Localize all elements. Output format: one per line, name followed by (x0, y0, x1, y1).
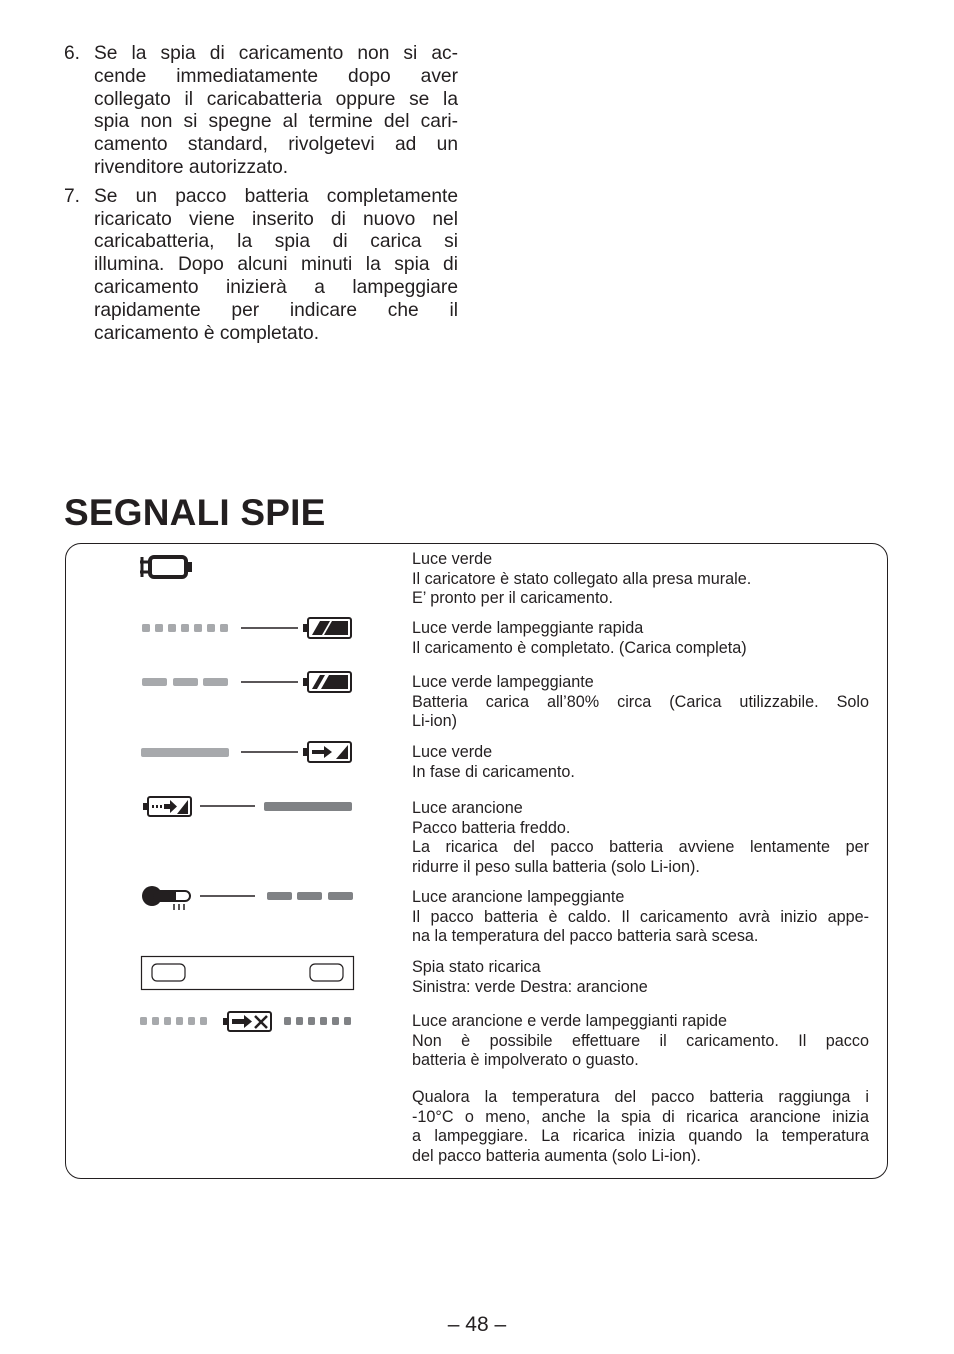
signal-title: Luce verde lampeggiante rapida (412, 619, 644, 637)
signal-description (412, 619, 869, 658)
signal-description (412, 888, 869, 947)
signal-text: Li-ion) (412, 712, 457, 730)
signal-text: na la temperatura del pacco batteria sarà scesa. (412, 927, 759, 945)
signal-description (412, 1012, 869, 1071)
signal-text: La ricarica del pacco batteria avviene lentamente per (412, 838, 869, 856)
list-item-line: illumina. Dopo alcuni minuti la spia di (94, 254, 458, 276)
signal-text: ridurre il peso sulla batteria (solo Li-ion). (412, 857, 700, 876)
signal-text: Il caricamento è completato. (Carica completa) (412, 638, 747, 657)
signal-description (412, 673, 869, 732)
list-item-line: Se un pacco batteria completamente (94, 185, 458, 207)
signal-description (412, 799, 869, 877)
cold-temperature-note (412, 1088, 869, 1166)
list-item-number: 7. (64, 185, 81, 207)
note-text: Qualora la temperatura del pacco batteria raggiunga i (412, 1088, 869, 1106)
signal-title: Luce arancione lampeggiante (412, 888, 625, 906)
cold-battery-icon (140, 794, 356, 820)
signal-text: Batteria carica all’80% circa (Carica utilizzabile. Solo (412, 692, 869, 711)
list-item-line: rivenditore autorizzato. (94, 156, 289, 178)
list-item-line: caricamento inizierà a lampeggiare (94, 276, 458, 298)
list-item-line: camento standard, rivolgetevi ad un (94, 134, 458, 156)
section-heading: SEGNALI SPIE (64, 492, 326, 533)
error-battery-icon (138, 1008, 358, 1036)
list-item (64, 186, 458, 346)
signal-text: E’ pronto per il caricamento. (412, 589, 613, 607)
note-text: a lampeggiare. La ricarica inizia quando la temperatura (412, 1127, 869, 1145)
blink-full-battery-icon (140, 670, 356, 696)
signal-title: Luce arancione e verde lampeggianti rapide (412, 1012, 727, 1030)
list-item (64, 43, 458, 180)
list-item-line: ricaricato viene inserito di nuovo nel (94, 208, 458, 230)
signal-text: Non è possibile effettuare il caricamento. Il pacco (412, 1031, 869, 1050)
signal-text: Il caricatore è stato collegato alla presa murale. (412, 569, 752, 588)
list-item-number: 6. (64, 43, 81, 64)
signal-description (412, 550, 869, 609)
signal-text: Il pacco batteria è caldo. Il caricamento avrà inizio appe- (412, 907, 869, 926)
signal-title: Luce arancione (412, 799, 523, 817)
signal-title: Luce verde (412, 550, 493, 568)
list-item-line: caricabatteria, la spia di carica si (94, 231, 458, 253)
status-lamps-icon (140, 955, 356, 993)
note-text: -10°C o meno, anche la spia di ricarica arancione inizia (412, 1107, 869, 1126)
plug-charger-icon (138, 552, 198, 584)
note-text: del pacco batteria aumenta (solo Li-ion). (412, 1146, 701, 1165)
signal-text: Pacco batteria freddo. (412, 818, 571, 837)
rapid-blink-full-battery-icon (140, 616, 356, 642)
signal-title: Luce verde (412, 743, 493, 761)
page-number: – 48 – (447, 1313, 507, 1336)
signal-text: batteria è impolverato o guasto. (412, 1051, 639, 1069)
signal-text: Sinistra: verde Destra: arancione (412, 977, 648, 996)
list-item-line: cende immediatamente dopo aver (94, 65, 458, 87)
signal-description (412, 958, 869, 997)
list-item-line: Se la spia di caricamento non si ac- (94, 43, 458, 64)
steady-charging-battery-icon (140, 740, 356, 766)
hot-thermometer-icon (140, 884, 356, 914)
list-item-line: rapidamente per indicare che il (94, 299, 458, 321)
list-item-line: caricamento è completato. (94, 322, 320, 344)
list-item-line: spia non si spegne al termine del cari- (94, 111, 458, 133)
signal-title: Luce verde lampeggiante (412, 673, 594, 691)
instruction-list (64, 43, 458, 351)
signal-title: Spia stato ricarica (412, 958, 541, 976)
list-item-line: collegato il caricabatteria oppure se la (94, 88, 458, 110)
signal-description (412, 743, 869, 782)
signal-text: In fase di caricamento. (412, 762, 575, 781)
